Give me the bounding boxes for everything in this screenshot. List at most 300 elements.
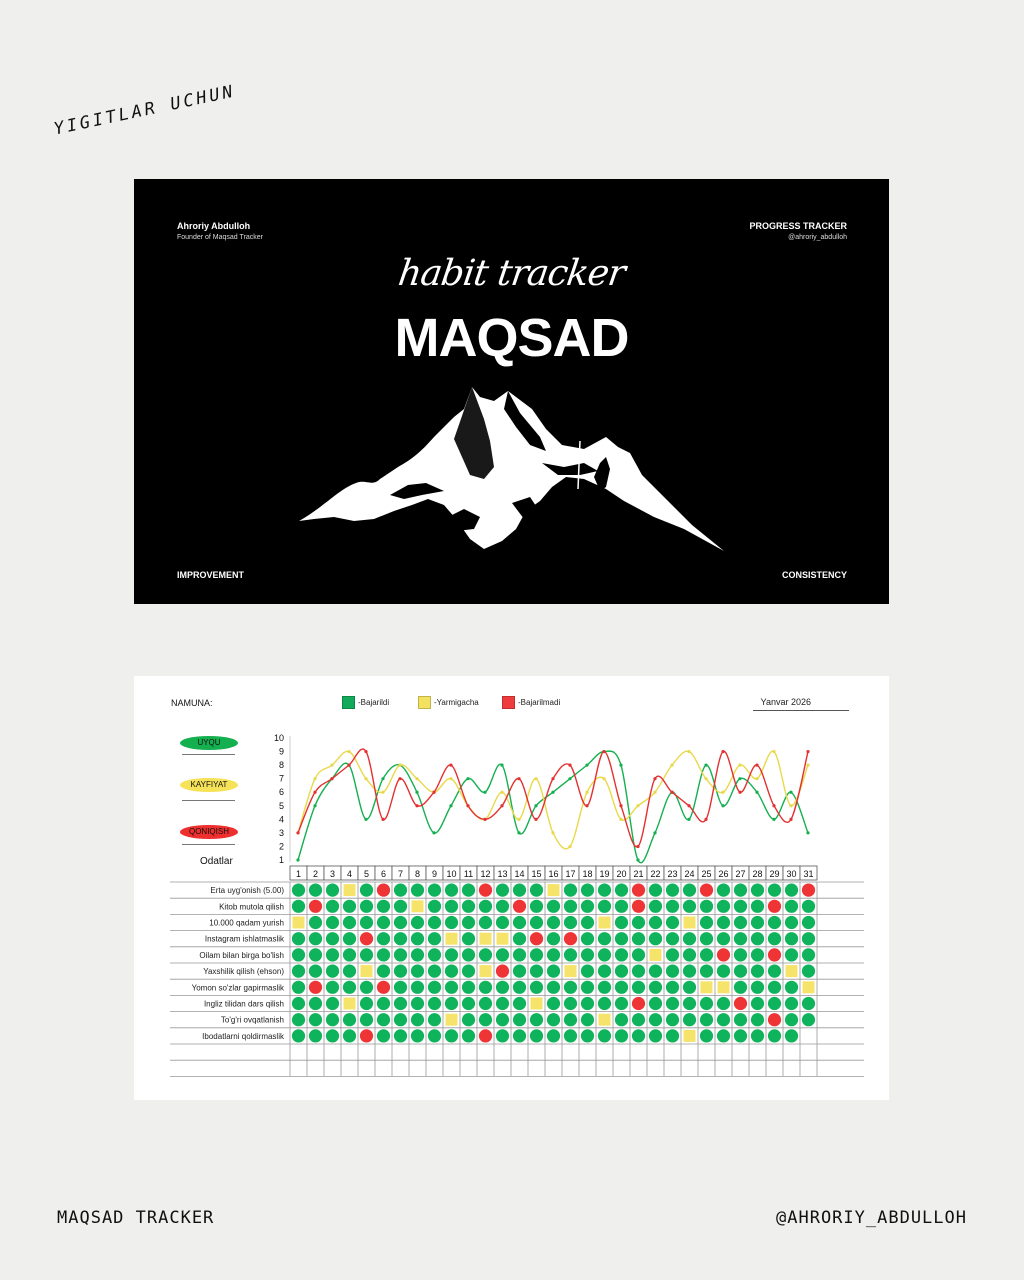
data-point [415,777,418,780]
status-done-dot [649,965,662,978]
data-point [704,818,707,821]
status-done-dot [326,1013,339,1026]
status-done-dot [394,916,407,929]
status-done-dot [292,900,305,913]
status-done-dot [547,932,560,945]
data-point [398,777,401,780]
status-done-dot [666,948,679,961]
status-done-dot [785,884,798,897]
status-done-dot [513,916,526,929]
status-done-dot [445,900,458,913]
status-done-dot [751,1029,764,1042]
status-done-dot [598,900,611,913]
habit-label: Kitob mutola qilish [219,902,284,912]
status-done-dot [751,900,764,913]
data-point [296,858,299,861]
status-done-dot [377,1013,390,1026]
status-done-dot [632,916,645,929]
data-point [670,764,673,767]
status-done-dot [581,1013,594,1026]
status-done-dot [581,948,594,961]
tracker-block [749,221,847,241]
status-done-dot [751,981,764,994]
status-done-dot [445,997,458,1010]
status-done-dot [496,884,509,897]
status-done-dot [734,932,747,945]
data-point [551,831,554,834]
y-tick-label: 7 [278,773,284,784]
day-number: 3 [329,869,336,879]
y-tick-label: 3 [278,827,284,838]
status-done-dot [530,981,543,994]
status-done-dot [547,916,560,929]
habit-label: Ingliz tilidan dars qilish [203,999,284,1009]
status-done-dot [462,981,475,994]
day-number: 7 [397,869,404,879]
status-done-dot [700,1013,713,1026]
day-number: 10 [446,869,457,879]
status-done-dot [615,1013,628,1026]
day-number: 31 [803,869,814,879]
day-number: 12 [480,869,491,879]
status-half-mark [412,900,424,912]
status-done-dot [513,1013,526,1026]
mountain-icon [294,379,729,559]
status-done-dot [734,900,747,913]
status-done-dot [666,884,679,897]
status-done-dot [734,1013,747,1026]
data-point [313,804,316,807]
status-done-dot [751,916,764,929]
data-point [772,818,775,821]
status-done-dot [615,900,628,913]
status-done-dot [649,997,662,1010]
status-missed-dot [530,932,543,945]
status-done-dot [292,884,305,897]
data-point [466,804,469,807]
status-done-dot [377,1029,390,1042]
status-missed-dot [360,932,373,945]
status-done-dot [428,965,441,978]
sample-label: NAMUNA: [171,698,213,708]
status-done-dot [394,884,407,897]
data-point [551,777,554,780]
status-done-dot [462,1013,475,1026]
status-missed-dot [802,884,815,897]
status-done-dot [326,884,339,897]
status-done-dot [547,965,560,978]
status-done-dot [411,884,424,897]
status-half-mark [480,933,492,945]
status-done-dot [632,948,645,961]
status-done-dot [598,997,611,1010]
data-point [789,804,792,807]
habit-label: Yomon so'zlar gapirmaslik [191,983,284,993]
status-done-dot [598,932,611,945]
status-done-dot [530,900,543,913]
status-done-dot [394,1013,407,1026]
status-done-dot [445,916,458,929]
status-done-dot [700,965,713,978]
status-done-dot [615,932,628,945]
status-done-dot [564,981,577,994]
status-half-mark [480,965,492,977]
status-done-dot [530,1029,543,1042]
status-missed-dot [496,965,509,978]
status-done-dot [598,948,611,961]
status-done-dot [377,997,390,1010]
status-done-dot [496,948,509,961]
data-point [330,764,333,767]
status-done-dot [428,884,441,897]
y-tick-label: 9 [278,746,284,757]
legend-missed [502,696,560,709]
status-done-dot [666,932,679,945]
status-done-dot [411,997,424,1010]
status-done-dot [768,1029,781,1042]
status-done-dot [343,932,356,945]
data-point [534,804,537,807]
data-point [585,791,588,794]
status-half-mark [548,884,560,896]
day-number: 24 [684,869,695,879]
status-done-dot [343,1029,356,1042]
data-point [330,777,333,780]
data-point [364,818,367,821]
status-done-dot [802,948,815,961]
data-point [449,764,452,767]
status-done-dot [666,900,679,913]
status-done-dot [479,997,492,1010]
status-missed-dot [377,884,390,897]
status-done-dot [445,1029,458,1042]
status-done-dot [326,932,339,945]
status-done-dot [428,997,441,1010]
status-done-dot [394,997,407,1010]
day-number: 27 [735,869,746,879]
status-done-dot [343,965,356,978]
status-done-dot [785,900,798,913]
day-number: 1 [295,869,302,879]
status-half-mark [361,965,373,977]
legend-missed-label: -Bajarilmadi [518,698,561,707]
pill-uyqu: UYQU [180,736,238,750]
data-point [755,791,758,794]
status-done-dot [360,900,373,913]
status-done-dot [462,948,475,961]
status-half-mark [599,1014,611,1026]
data-point [347,764,350,767]
status-done-dot [581,1029,594,1042]
status-done-dot [343,1013,356,1026]
data-point [602,777,605,780]
status-done-dot [768,965,781,978]
status-half-mark [293,917,305,929]
data-point [687,804,690,807]
status-done-dot [785,997,798,1010]
improvement-label: IMPROVEMENT [177,570,245,580]
legend-done [342,696,389,709]
status-done-dot [683,884,696,897]
status-done-dot [462,932,475,945]
status-done-dot [513,948,526,961]
status-done-dot [802,932,815,945]
data-point [313,777,316,780]
data-point [568,777,571,780]
status-done-dot [666,965,679,978]
data-point [296,831,299,834]
data-point [738,764,741,767]
status-done-dot [768,932,781,945]
status-done-dot [666,1029,679,1042]
status-done-dot [632,965,645,978]
status-done-dot [717,916,730,929]
status-done-dot [496,981,509,994]
status-done-dot [751,1013,764,1026]
habits-heading: Odatlar [200,856,233,867]
status-done-dot [734,965,747,978]
status-done-dot [615,916,628,929]
habit-label: To'g'ri ovqatlanish [220,1015,284,1025]
status-done-dot [343,981,356,994]
status-missed-dot [768,900,781,913]
status-done-dot [547,981,560,994]
data-point [585,764,588,767]
status-done-dot [683,965,696,978]
habit-label: Yaxshilik qilish (ehson) [203,967,284,977]
status-done-dot [649,1013,662,1026]
status-half-mark [497,933,509,945]
status-done-dot [292,948,305,961]
data-point [619,764,622,767]
status-done-dot [683,981,696,994]
status-done-dot [411,932,424,945]
status-half-mark [701,981,713,993]
yellow-swatch [418,696,431,709]
status-half-mark [684,917,696,929]
status-done-dot [428,948,441,961]
data-point [500,804,503,807]
status-half-mark [786,965,798,977]
data-point [415,804,418,807]
status-done-dot [309,965,322,978]
status-missed-dot [479,1029,492,1042]
author-block [177,221,263,241]
status-done-dot [683,932,696,945]
y-tick-label: 10 [273,733,284,743]
status-done-dot [292,981,305,994]
status-done-dot [632,1013,645,1026]
pill-qoniqish: QONIQISH [180,825,238,839]
status-done-dot [751,948,764,961]
y-tick-label: 6 [278,787,284,798]
status-done-dot [700,932,713,945]
status-done-dot [513,965,526,978]
habit-grid [134,864,889,1079]
status-done-dot [394,981,407,994]
status-missed-dot [377,981,390,994]
status-done-dot [666,981,679,994]
status-missed-dot [513,900,526,913]
status-done-dot [292,1013,305,1026]
status-done-dot [751,932,764,945]
status-done-dot [717,1013,730,1026]
data-point [721,791,724,794]
status-done-dot [564,997,577,1010]
status-done-dot [785,932,798,945]
status-done-dot [734,948,747,961]
status-done-dot [564,1013,577,1026]
status-done-dot [717,1029,730,1042]
status-done-dot [411,916,424,929]
status-done-dot [377,948,390,961]
status-done-dot [649,932,662,945]
data-point [466,777,469,780]
status-done-dot [615,965,628,978]
status-done-dot [479,916,492,929]
status-done-dot [360,1013,373,1026]
data-point [619,804,622,807]
status-done-dot [564,884,577,897]
status-done-dot [326,900,339,913]
status-done-dot [768,981,781,994]
data-point [755,764,758,767]
status-done-dot [411,981,424,994]
data-point [347,750,350,753]
data-point [619,818,622,821]
status-done-dot [428,1013,441,1026]
status-done-dot [649,884,662,897]
status-done-dot [309,916,322,929]
status-half-mark [446,1014,458,1026]
status-done-dot [751,997,764,1010]
status-done-dot [377,932,390,945]
red-swatch [502,696,515,709]
status-done-dot [666,1013,679,1026]
status-done-dot [530,948,543,961]
day-number: 30 [786,869,797,879]
data-point [789,818,792,821]
status-done-dot [292,997,305,1010]
status-done-dot [292,1029,305,1042]
footer-handle: @AHRORIY_ABDULLOH [776,1208,967,1228]
status-done-dot [377,916,390,929]
status-done-dot [513,997,526,1010]
main-title: MAQSAD [394,308,629,368]
data-point [568,764,571,767]
status-done-dot [530,884,543,897]
data-point [687,818,690,821]
status-done-dot [326,948,339,961]
status-done-dot [581,932,594,945]
day-number: 20 [616,869,627,879]
status-done-dot [462,1029,475,1042]
data-point [789,791,792,794]
status-done-dot [411,1029,424,1042]
status-done-dot [666,916,679,929]
author-role: Founder of Maqsad Tracker [177,234,263,241]
day-number: 9 [431,869,438,879]
status-done-dot [615,981,628,994]
status-missed-dot [360,1029,373,1042]
data-point [381,777,384,780]
status-done-dot [717,965,730,978]
status-done-dot [564,900,577,913]
day-number: 15 [531,869,542,879]
status-missed-dot [564,932,577,945]
status-done-dot [700,1029,713,1042]
status-done-dot [360,916,373,929]
status-done-dot [394,1029,407,1042]
data-point [772,804,775,807]
status-done-dot [479,948,492,961]
status-done-dot [394,948,407,961]
habit-label: Oilam bilan birga bo'lish [199,950,284,960]
y-tick-label: 8 [278,760,284,771]
status-done-dot [428,932,441,945]
status-missed-dot [632,997,645,1010]
status-done-dot [632,932,645,945]
status-half-mark [599,917,611,929]
data-point [653,791,656,794]
status-missed-dot [734,997,747,1010]
status-done-dot [581,916,594,929]
data-point [704,764,707,767]
status-done-dot [581,884,594,897]
status-done-dot [343,948,356,961]
data-point [704,777,707,780]
status-done-dot [411,1013,424,1026]
status-done-dot [598,965,611,978]
habit-label: 10.000 qadam yurish [209,918,284,928]
status-half-mark [718,981,730,993]
status-done-dot [411,965,424,978]
status-done-dot [717,997,730,1010]
status-missed-dot [479,884,492,897]
tracker-handle: @ahroriy_abdulloh [788,234,847,241]
status-done-dot [751,965,764,978]
status-done-dot [615,997,628,1010]
status-done-dot [802,916,815,929]
status-done-dot [768,884,781,897]
data-point [483,791,486,794]
day-number: 19 [599,869,610,879]
data-point [636,804,639,807]
tracker-title: PROGRESS TRACKER [749,221,847,231]
status-done-dot [479,981,492,994]
status-done-dot [462,997,475,1010]
data-point [517,831,520,834]
status-done-dot [513,981,526,994]
author-name: Ahroriy Abdulloh [177,221,251,231]
data-point [534,818,537,821]
status-done-dot [445,948,458,961]
day-number: 13 [497,869,508,879]
status-done-dot [530,965,543,978]
status-half-mark [684,1030,696,1042]
tracker-sheet [134,676,889,1100]
script-title: habit tracker [395,253,628,294]
divider [182,800,235,801]
data-point [687,750,690,753]
data-point [806,750,809,753]
status-missed-dot [768,948,781,961]
data-point [432,791,435,794]
habit-label: Erta uyg'onish (5.00) [210,886,284,896]
hero-banner [134,179,889,604]
data-point [721,750,724,753]
day-number: 11 [463,869,474,879]
